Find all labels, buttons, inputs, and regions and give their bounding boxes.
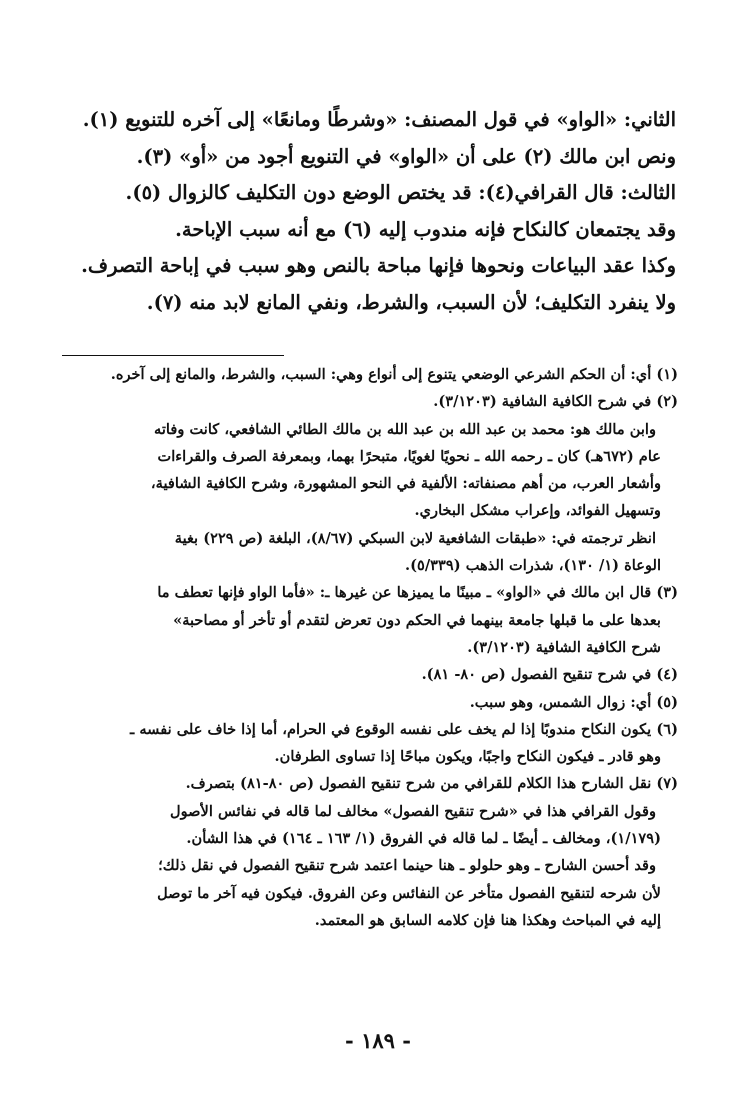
main-text-line: ولا ينفرد التكليف؛ لأن السبب، والشرط، ونفي المانع لابد منه (٧). <box>146 290 676 314</box>
main-text-line: الثالث: قال القرافي(٤): قد يختص الوضع دون التكليف كالزوال (٥). <box>125 181 676 204</box>
footnote-line: بعدها على ما قبلها جامعة بينهما في الحكم دون تعرض لتقدم أو تأخر أو مصاحبة» <box>173 611 661 629</box>
main-text-line: وكذا عقد البياعات ونحوها فإنها مباحة بالنص وهو سبب في إباحة التصرف. <box>81 254 676 277</box>
main-text-line: وقد يجتمعان كالنكاح فإنه مندوب إليه (٦) مع أنه سبب الإباحة. <box>175 217 676 241</box>
page-number: - ١٨٩ - <box>345 1028 411 1053</box>
footnote-line: انظر ترجمته في: «طبقات الشافعية لابن السبكي (٨/٦٧)، البلغة (ص ٢٢٩) بغية <box>174 529 656 547</box>
footnote-line: (٢) في شرح الكافية الشافية (٣/١٢٠٣). <box>433 393 678 411</box>
footnote-line: (٤) في شرح تنقيح الفصول (ص ٨٠- ٨١). <box>421 666 678 684</box>
main-text-line: الثاني: «الواو» في قول المصنف: «وشرطًا ومانعًا» إلى آخره للتنويع (١). <box>82 108 676 131</box>
footnote-line: لأن شرحه لتنقيح الفصول متأخر عن النفائس وعن الفروق. فيكون فيه آخر ما توصل <box>157 884 661 902</box>
footnote-line: (٦) يكون النكاح مندوبًا إذا لم يخف على نفسه الوقوع في الحرام، أما إذا خاف على نفسه ـ <box>130 720 678 738</box>
footnote-paragraph <box>56 416 678 525</box>
footnote-line: وقول القرافي هذا في «شرح تنقيح الفصول» مخالف لما قاله في نفائس الأصول <box>170 802 656 820</box>
footnote-line: وقد أحسن الشارح ـ وهو حلولو ـ هنا حينما اعتمد شرح تنقيح الفصول في نقل ذلك؛ <box>158 857 656 875</box>
footnote-line: (١) أي: أن الحكم الشرعي الوضعي يتنوع إلى أنواع وهي: السبب، والشرط، والمانع إلى آخره. <box>110 366 678 383</box>
footnote-line: عام (٦٧٢هـ) كان ـ رحمه الله ـ نحويًا لغويًا، متبحرًا بهما، وبمعرفة الصرف والقراءات <box>157 447 661 465</box>
main-text <box>62 102 676 321</box>
footnote-line: (١/١٧٩)، ومخالف ـ أيضًا ـ لما قاله في الفروق (١/ ١٦٣ ـ ١٦٤) في هذا الشأن. <box>186 830 661 848</box>
footnote-line: إليه في المباحث وهكذا هنا فإن كلامه السابق هو المعتمد. <box>314 911 661 929</box>
footnotes <box>56 361 678 934</box>
footnote <box>56 579 678 661</box>
footnote <box>56 661 678 688</box>
footnote <box>56 716 678 771</box>
footnote-line: وتسهيل الفوائد، وإعراب مشكل البخاري. <box>414 502 661 520</box>
footnote-paragraph <box>56 798 678 853</box>
footnote-paragraph <box>56 525 678 580</box>
footnote-line: (٣) قال ابن مالك في «الواو» ـ مبينًا ما يميزها عن غيرها ـ: «فأما الواو فإنها تعطف ما <box>157 584 678 602</box>
footnote-divider <box>62 355 284 356</box>
footnote-line: شرح الكافية الشافية (٣/١٢٠٣). <box>467 638 661 656</box>
footnote <box>56 689 678 716</box>
footnote <box>56 770 678 797</box>
footnote-line: وهو قادر ـ فيكون النكاح واجبًا، ويكون مباحًا إذا تساوى الطرفان. <box>274 748 661 766</box>
main-text-line: ونص ابن مالك (٢) على أن «الواو» في التنويع أجود من «أو» (٣). <box>136 144 676 168</box>
footnote-paragraph <box>56 852 678 934</box>
footnote-line: (٥) أي: زوال الشمس، وهو سبب. <box>469 693 678 711</box>
footnote-line: وأشعار العرب، من أهم مصنفاته: الألفية في النحو المشهورة، وشرح الكافية الشافية، <box>150 475 661 493</box>
footnote-line: الوعاة (١/ ١٣٠)، شذرات الذهب (٥/٣٣٩). <box>405 557 661 575</box>
footnote <box>56 361 678 388</box>
footnote <box>56 388 678 415</box>
footnote-line: وابن مالك هو: محمد بن عبد الله بن عبد الله بن مالك الطائي الشافعي، كانت وفاته <box>154 420 656 438</box>
footnote-line: (٧) نقل الشارح هذا الكلام للقرافي من شرح تنقيح الفصول (ص ٨٠-٨١) بتصرف. <box>185 775 678 793</box>
